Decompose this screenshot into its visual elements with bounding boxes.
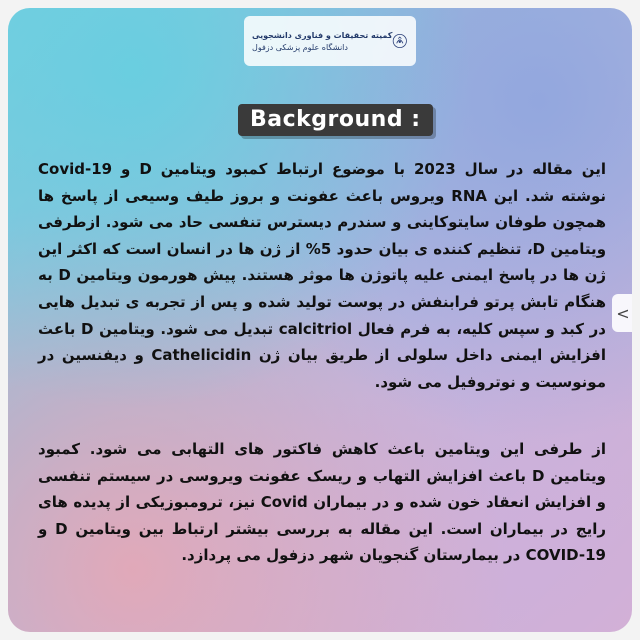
paragraph-1: این مقاله در سال 2023 با موضوع ارتباط کمبود ویتامین D و Covid-19 نوشته شد. این RNA ویروس باعث عفونت و بروز طیف وسیعی از پاسخ ها همچون طوفان سایتوکاینی و سندرم دیسترس تنفسی حاد می شود. ازطرفی ویتامین D، تنظیم کننده ی بیان حدود 5% از ژن ها در انسان است که اکثر این ژن ها در پاسخ ایمنی علیه پاتوژن ها موثر هستند. پیش هورمون ویتامین D به هنگام تابش پرتو فرابنفش در پوست تولید شده و پس از تجربه ی تبدیل هایی در کبد و سپس کلیه، به فرم فعال calcitriol تبدیل می شود. ویتامین D باعث افزایش ایمنی داخل سلولی از طریق بیان ژن Cathelicidin و دیفنسین در مونوسیت و نوتروفیل می شود. — [38, 160, 607, 391]
logo-banner — [244, 16, 416, 66]
chevron-left-icon[interactable]: < — [612, 294, 632, 332]
logo-committee-name: کمیته تحقیقات و فناوری دانشجویی — [252, 30, 393, 40]
section-heading: Background : — [238, 104, 433, 136]
post-card — [8, 8, 632, 632]
university-emblem-icon — [392, 22, 408, 60]
logo-university-name: دانشگاه علوم پزشکی دزفول — [252, 42, 348, 52]
logo-text — [252, 31, 392, 52]
paragraph-2: از طرفی این ویتامین باعث کاهش فاکتور های التهابی می شود. کمبود ویتامین D باعث افزایش التهاب و ریسک عفونت ویروسی در سیستم تنفسی و افزایش انعقاد خون شده و در بیماران Covid نیز، ترومبوزیکی از پدیده های رایج در بیماران است. این مقاله به بررسی بیشتر ارتباط بین ویتامین D و COVID-19 در بیمارستان گنجویان شهر دزفول می پردازد. — [38, 440, 606, 565]
